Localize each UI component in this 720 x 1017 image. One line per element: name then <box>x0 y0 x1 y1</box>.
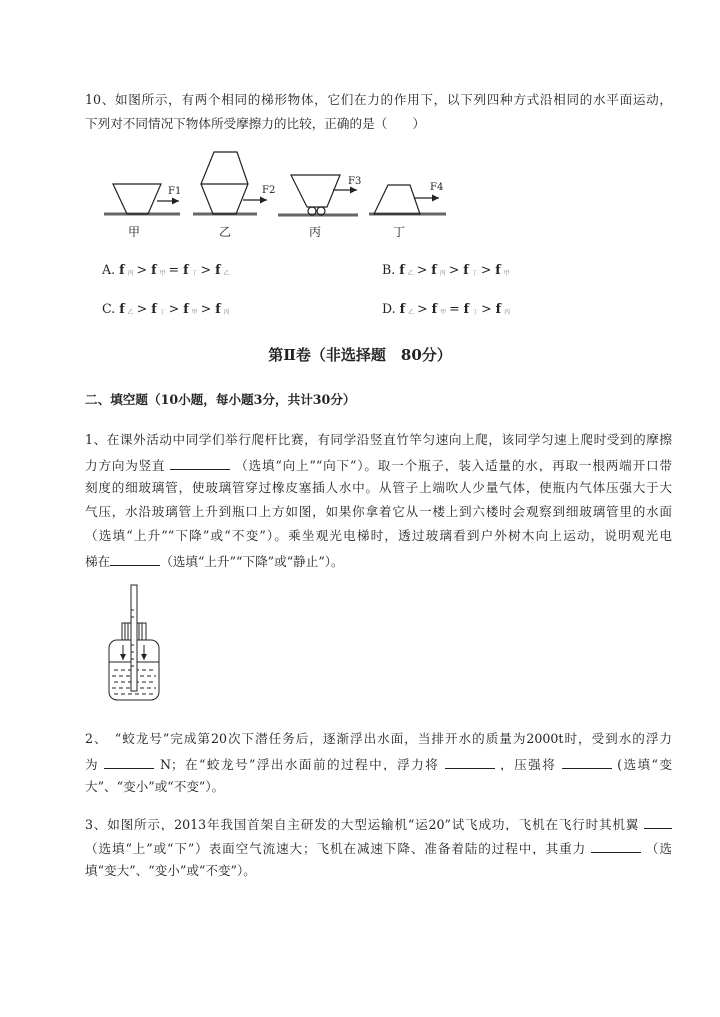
q10-text-line-2: 下列对不同情况下物体所受摩擦力的比较，正确的是（ ） <box>85 116 426 131</box>
text: 力方向为竖直 <box>85 458 166 472</box>
option-b[interactable] <box>382 262 513 277</box>
option-d[interactable] <box>382 301 513 316</box>
q3-line-2 <box>85 839 672 855</box>
figure-label-bing: 丙 <box>309 225 322 239</box>
q1-line-3: 刻度的细玻璃管，使玻璃管穿过橡皮塞插人水中。从管子上端吹人少量气体，使瓶内气体压强大于大 <box>85 480 672 495</box>
option-label: D. <box>382 301 396 316</box>
operator: > <box>480 262 492 277</box>
operator: > <box>200 262 212 277</box>
q2-line-2 <box>85 755 672 771</box>
bottle-figure <box>109 585 159 700</box>
figure-jia <box>104 184 181 239</box>
figure-yi <box>193 152 275 239</box>
text: 梯在 <box>85 554 111 569</box>
text: （选填“上”或“下”）表面空气流速大；飞机在减速下降、准备着陆的过程中，其重力 <box>85 841 587 855</box>
answer-blank[interactable] <box>170 456 230 470</box>
q1-line-5: （选填“上升”“下降”或“不变”）。乘坐观光电梯时，透过玻璃看到户外树木向上运动，说明观光电 <box>85 528 672 543</box>
f-symbol: f <box>119 301 125 316</box>
answer-blank[interactable] <box>591 839 641 853</box>
subscript: 丙 <box>223 309 230 316</box>
f-symbol: f <box>183 301 189 316</box>
f-symbol: f <box>399 262 405 277</box>
text: N；在“蛟龙号”浮出水面前的过程中，浮力将 <box>159 757 440 771</box>
force-label-f1: F1 <box>168 186 182 197</box>
force-label-f2: F2 <box>262 185 276 196</box>
operator: > <box>448 262 460 277</box>
subscript: 丙 <box>439 270 446 277</box>
subscript: 乙 <box>223 270 230 277</box>
f-symbol: f <box>151 262 157 277</box>
q1-line-6 <box>85 552 672 570</box>
f-symbol: f <box>215 301 221 316</box>
option-label: C. <box>102 301 116 316</box>
f-symbol: f <box>495 301 502 316</box>
section-heading: 二、填空题（10小题，每小题3分，共计30分） <box>85 392 356 407</box>
option-a[interactable] <box>102 262 233 277</box>
operator: > <box>136 262 148 277</box>
operator: > <box>481 301 492 316</box>
section-title: 第Ⅱ卷（非选择题 80分） <box>268 346 452 364</box>
operator: > <box>417 301 428 316</box>
subscript: 乙 <box>408 309 415 316</box>
f-symbol: f <box>399 301 406 316</box>
q1-line-2 <box>85 456 672 472</box>
trapezoid-block <box>113 184 161 214</box>
subscript: 乙 <box>407 270 414 277</box>
text: 为 <box>85 757 100 771</box>
figure-ding <box>369 182 446 239</box>
figure-label-ding: 丁 <box>393 225 406 239</box>
operator: > <box>168 301 180 316</box>
q1-line-4: 气压，水沿玻璃管上升到瓶口上方如图，如果你拿着它从一楼上到六楼时会观察到细玻璃管里的水面 <box>85 504 672 519</box>
q2-line-3: 大”、“变小”或“不变”）。 <box>85 779 225 794</box>
f-symbol: f <box>215 262 221 277</box>
figure-label-jia: 甲 <box>128 225 141 239</box>
subscript: 甲 <box>191 309 198 316</box>
q10-text-line-1: 10、如图所示，有两个相同的梯形物体，它们在力的作用下，以下列四种方式沿相同的水平面运动， <box>85 92 672 107</box>
figure-label-yi: 乙 <box>219 225 232 239</box>
hexagon-blocks <box>201 152 248 214</box>
subscript: 丁 <box>159 309 166 316</box>
answer-blank[interactable] <box>445 755 495 769</box>
q2-line-1: 2、 “蛟龙号”完成第20次下潜任务后，逐渐浮出水面，当排开水的质量为2000t时，受到水的浮力 <box>85 731 672 746</box>
f-symbol: f <box>151 301 157 316</box>
operator: > <box>136 301 148 316</box>
glass-tube <box>131 585 137 691</box>
option-label: B. <box>382 262 396 277</box>
subscript: 甲 <box>440 309 447 316</box>
text: （选填“上升”“下降”或“静止”）。 <box>160 554 344 569</box>
trapezoid-block <box>291 175 340 207</box>
f-symbol: f <box>463 301 470 316</box>
subscript: 丁 <box>191 270 198 277</box>
force-label-f3: F3 <box>348 176 362 187</box>
f-symbol: f <box>431 262 437 277</box>
text: 3、如图所示，2013年我国首架自主研发的大型运输机“运20”试飞成功，飞机在飞行时其机翼 <box>85 817 640 831</box>
subscript: 丁 <box>471 270 478 277</box>
subscript: 乙 <box>127 309 134 316</box>
figure-bing <box>278 175 361 239</box>
operator: = <box>168 262 180 277</box>
text: （选填“向上”“向下”）。取一个瓶子，装入适量的水，再取一根两端开口带 <box>235 458 672 472</box>
f-symbol: f <box>495 262 501 277</box>
option-label: A. <box>102 262 116 277</box>
subscript: 丁 <box>472 309 479 316</box>
f-symbol: f <box>463 262 469 277</box>
f-symbol: f <box>119 262 125 277</box>
q3-line-3: 填“变大”、“变小”或“不变”）。 <box>85 863 256 878</box>
subscript: 丙 <box>127 270 134 277</box>
operator: > <box>416 262 428 277</box>
f-symbol: f <box>431 301 438 316</box>
answer-blank[interactable] <box>104 755 154 769</box>
operator: > <box>200 301 212 316</box>
subscript: 丙 <box>504 309 511 316</box>
trapezoid-block <box>374 185 420 214</box>
text: (选填“变 <box>617 757 672 771</box>
subscript: 甲 <box>503 270 510 277</box>
text: （选 <box>645 841 672 855</box>
answer-blank[interactable] <box>644 815 672 829</box>
text: ，压强将 <box>500 757 557 771</box>
answer-blank[interactable] <box>110 552 160 566</box>
answer-blank[interactable] <box>562 755 612 769</box>
subscript: 甲 <box>159 270 166 277</box>
f-symbol: f <box>183 262 189 277</box>
force-label-f4: F4 <box>430 182 444 193</box>
q1-line-1: 1、在课外活动中同学们举行爬杆比赛，有同学沿竖直竹竿匀速向上爬，该同学匀速上爬时受到的摩擦 <box>85 432 672 447</box>
operator: = <box>449 301 460 316</box>
q3-line-1 <box>85 815 672 831</box>
option-c[interactable] <box>102 301 233 316</box>
